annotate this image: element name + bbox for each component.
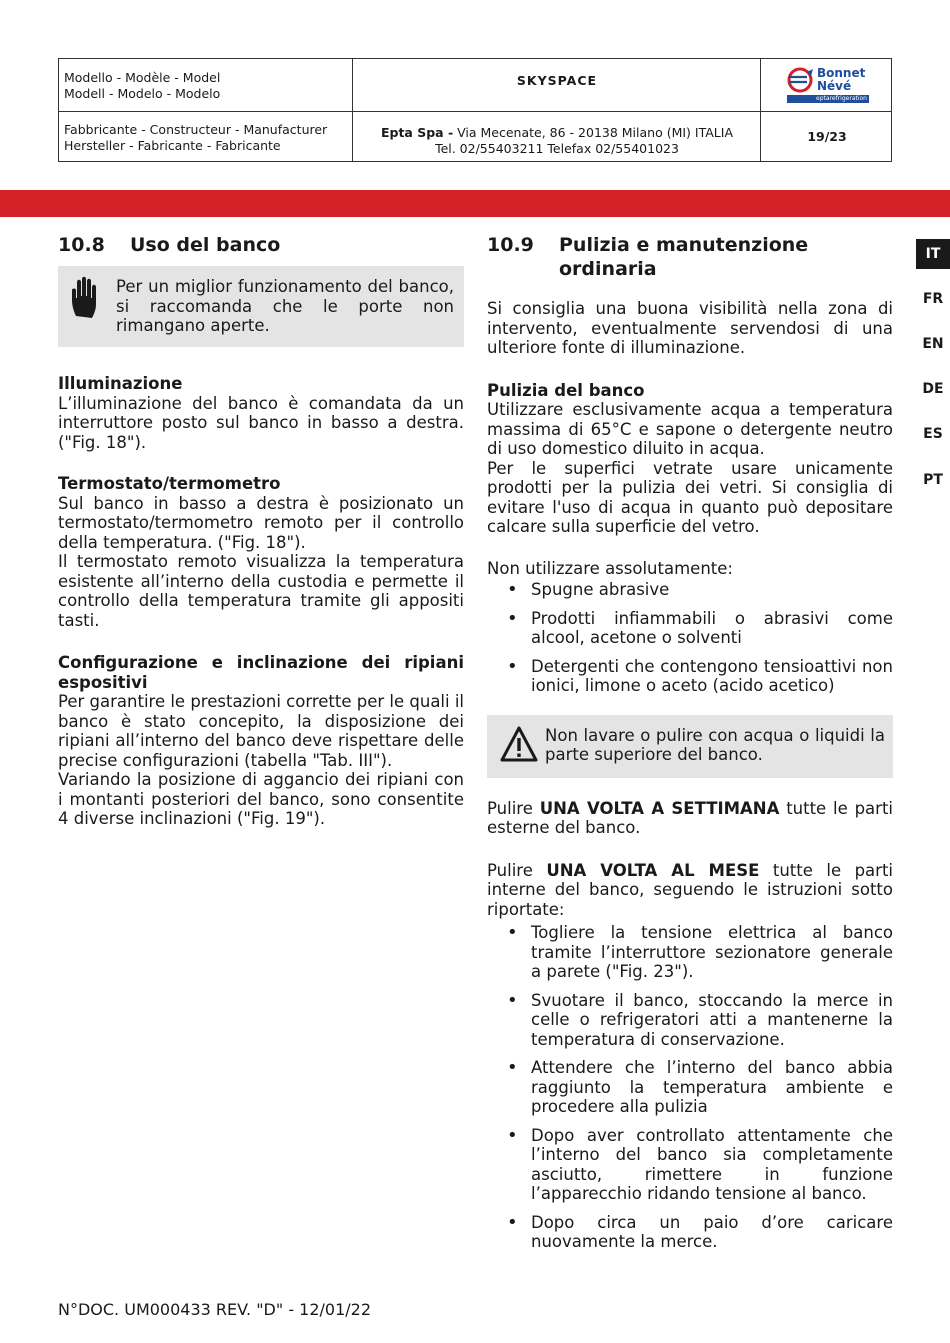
stop-hand-icon [70,276,102,325]
document-footer: N°DOC. UM000433 REV. "D" - 12/01/22 [58,1300,372,1319]
manufacturer-label-line: Fabbricante - Constructeur - Manufacturer [64,122,328,137]
weekly-instruction [487,799,893,838]
paragraph: L’illuminazione del banco è comandata da un interruttore posto sul banco in basso a destra. ("Fig. 18"). [58,393,464,452]
subheading-termostato: Termostato/termometro [58,474,281,493]
emphasis: UNA VOLTA AL MESE [546,860,760,880]
paragraph: Utilizzare esclusivamente acqua a temperatura massima di 65°C e sapone o detergente neutro di uso domestico diluito in acqua. [487,400,893,458]
paragraph: Sul banco in basso a destra è posizionato un termostato/termometro remoto per il controllo della temperatura. ("Fig. 18"). [58,493,464,552]
section-heading [487,233,893,281]
logo-brand-line: Bonnet [817,66,866,80]
section-number: 10.8 [58,234,105,256]
warning-triangle-icon [499,725,539,768]
list-item: • Detergenti che contengono tensioattivi non ionici, limone o aceto (acido acetico) [487,657,893,696]
red-band [0,190,950,217]
section-title-line: Pulizia e manutenzione [559,234,809,256]
lang-tab-es[interactable]: ES [923,426,943,442]
model-label-line: Modell - Modelo - Modelo [64,86,221,101]
info-note-text: Per un miglior funzionamento del banco, si raccomanda che le porte non rimangano aperte. [116,277,454,335]
list-intro: Non utilizzare assolutamente: [487,558,733,578]
list-item: • Dopo circa un paio d’ore caricare nuovamente la merce. [487,1213,893,1252]
product-name: SKYSPACE [516,73,598,88]
paragraph: Variando la posizione di aggancio dei ripiani con i montanti posteriori del banco, sono consentite 4 diverse inclinazioni ("Fig. 19"). [58,770,464,828]
lang-tab-it[interactable]: IT [916,239,950,269]
paragraph: Per garantire le prestazioni corrette per le quali il banco è stato concepito, la disposizione dei ripiani all’interno del banco deve rispettare delle precise configurazioni (tabella "Tab. III"). [58,692,465,770]
monthly-instruction [487,861,893,920]
lang-tab-en[interactable]: EN [922,336,944,352]
lang-tab-fr[interactable]: FR [922,291,944,307]
section-heading [58,233,464,257]
lang-tab-de[interactable]: DE [922,381,944,397]
logo-brand-line: Névé [817,79,852,93]
subheading-configurazione: Configurazione e inclinazione dei ripiani espositivi [58,653,464,692]
lang-tab-pt[interactable]: PT [923,472,943,488]
text-run: Pulire [487,860,547,880]
page-number: 19/23 [807,129,847,144]
logo-sub-bar: eptarefrigeration [787,95,869,103]
emphasis: UNA VOLTA A SETTIMANA [539,798,780,818]
model-label-line: Modello - Modèle - Model [64,70,221,85]
warning-note [487,715,893,778]
manufacturer-label [64,122,327,154]
manufacturer-label-line: Hersteller - Fabricante - Fabricante [64,138,281,153]
left-column [58,233,464,829]
list-item: • Attendere che l’interno del banco abbia raggiunto la temperatura ambiente e procedere alla pulizia [487,1058,893,1117]
paragraph: Per le superfici vetrate usare unicamente prodotti per la pulizia dei vetri. Si consiglia di evitare l'uso di acqua in quanto può depositare calcare sulla superficie del vetro. [487,458,893,536]
manufacturer-address [353,125,761,157]
warning-text: Non lavare o pulire con acqua o liquidi la parte superiore del banco. [545,725,885,764]
divider [59,111,891,112]
subheading-pulizia: Pulizia del banco [487,380,645,400]
prohibited-list [487,580,893,696]
section-title [559,233,808,281]
list-item: • Prodotti infiammabili o abrasivi come alcool, acetone o solventi [487,609,893,648]
company-name: Epta Spa - [380,125,454,140]
paragraph: Il termostato remoto visualizza la temperatura esistente all’interno della custodia e permette il controllo della temperatura tramite gli appositi tasti. [58,552,464,630]
subheading-illuminazione: Illuminazione [58,374,183,393]
info-note [58,266,464,347]
text-run: Pulire [487,798,540,818]
list-item: • Togliere la tensione elettrica al banco tramite l’interruttore sezionatore generale a parete ("Fig. 23"). [487,923,893,982]
list-item: • Svuotare il banco, stoccando la merce in celle o refrigeratori atti a mantenerne la temperatura di conservazione. [487,991,893,1050]
text-run: tutte le parti interne del banco, seguendo le istruzioni sotto riportate: [487,860,893,919]
address-line: Via Mecenate, 86 - 20138 Milano (MI) ITALIA [453,125,734,140]
section-number: 10.9 [487,234,534,256]
euro-swirl-icon [785,66,819,94]
paragraph: Si consiglia una buona visibilità nella zona di intervento, eventualmente servendosi di una ulteriore fonte di illuminazione. [487,299,893,357]
steps-list [487,923,893,1252]
right-column [487,233,893,1252]
text-run: tutte le parti esterne del banco. [487,798,893,837]
section-title-line: ordinaria [559,258,657,280]
section-title: Uso del banco [130,234,281,256]
phone-line: Tel. 02/55403211 Telefax 02/55401023 [435,141,679,156]
brand-logo [783,65,873,105]
list-item: • Spugne abrasive [487,580,893,600]
header-table [58,58,892,162]
logo-brand-text [817,67,865,93]
list-item: • Dopo aver controllato attentamente che l’interno del banco sia completamente asciutto, rimettere in funzione l’apparecchio ridando tensione al banco. [487,1126,893,1204]
model-label [64,70,220,102]
